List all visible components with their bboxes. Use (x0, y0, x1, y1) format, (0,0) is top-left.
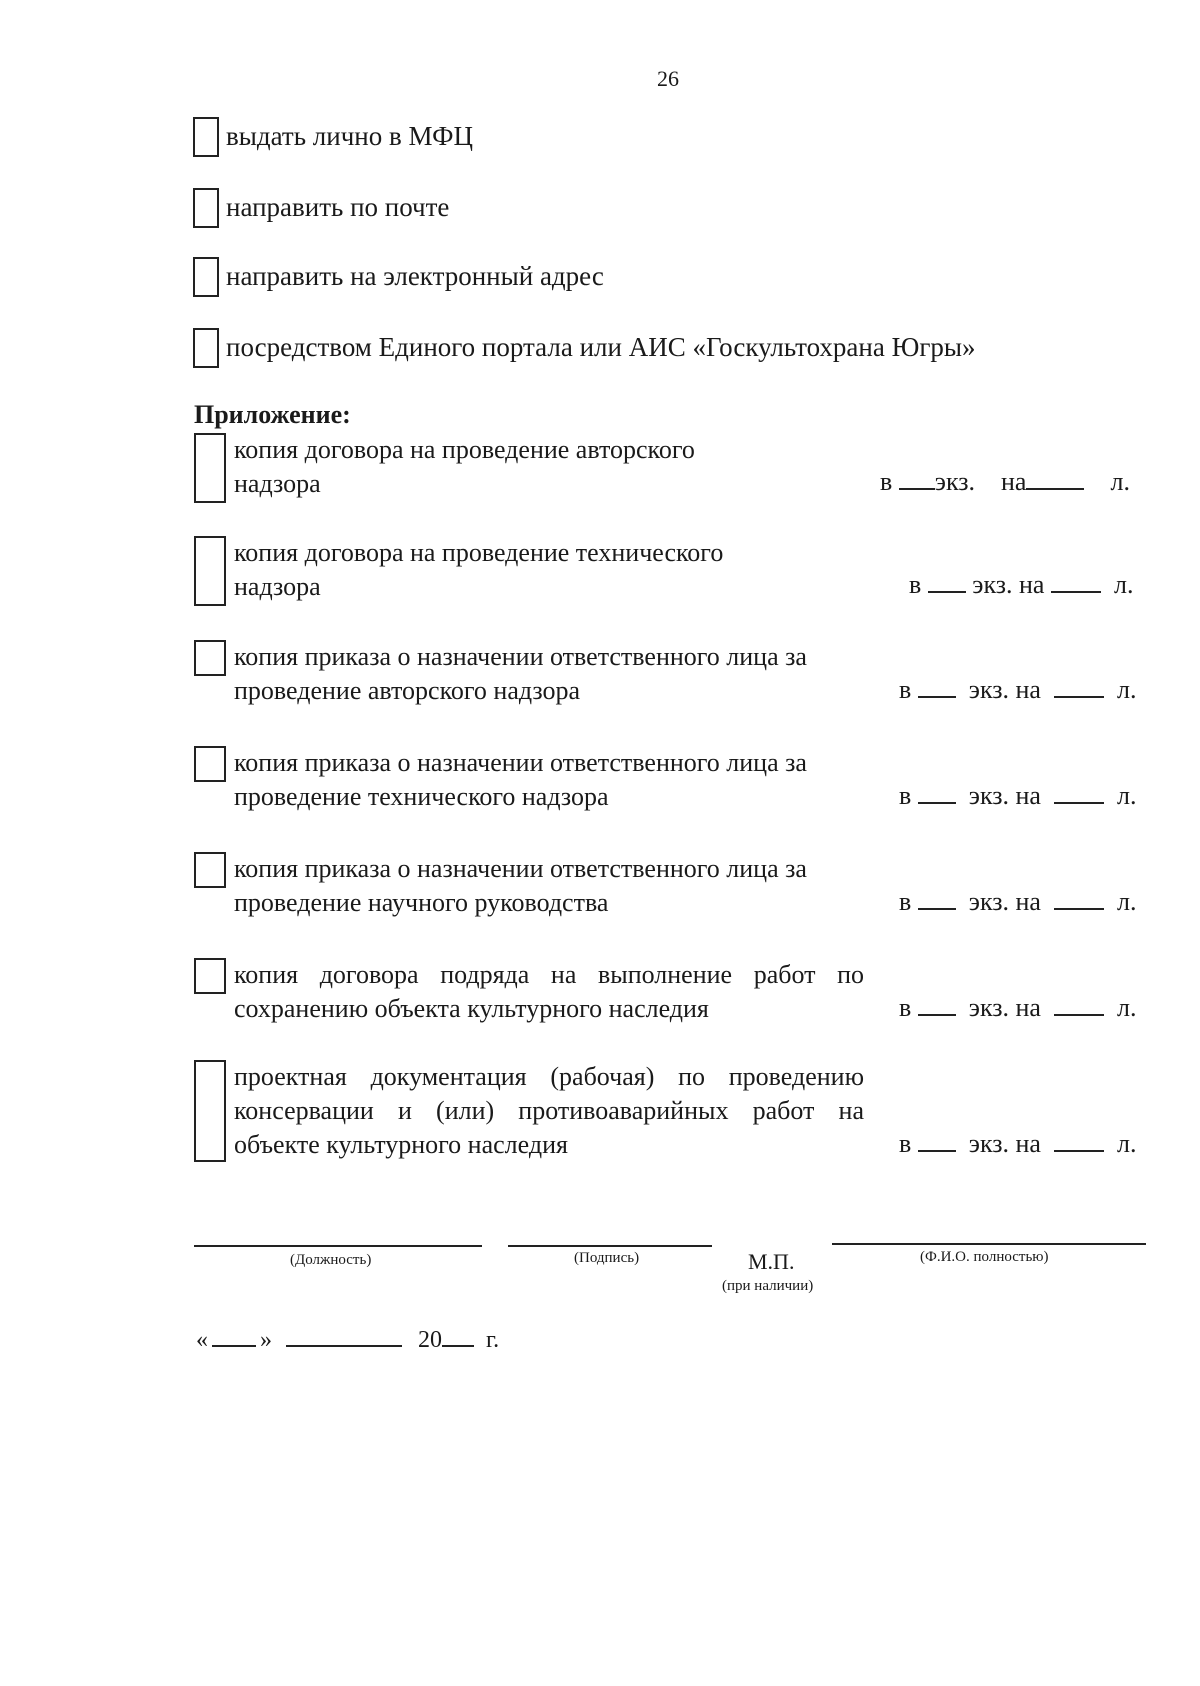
stamp-label: М.П. (748, 1249, 795, 1274)
in-label: в (909, 570, 922, 599)
copies-label: экз. (968, 675, 1009, 704)
open-quote: « (196, 1327, 208, 1353)
description-line: копия приказа о назначении ответственного лица за (234, 642, 807, 671)
quantity-field (899, 886, 1136, 917)
close-quote: » (260, 1327, 272, 1353)
description-line: проектная документация (рабочая) по проведению (234, 1062, 864, 1091)
on-label: на (1015, 781, 1041, 810)
sheets-blank[interactable] (1054, 992, 1104, 1016)
copies-label: экз. (968, 887, 1009, 916)
attachment-description (234, 433, 864, 501)
copies-label: экз. (968, 1129, 1009, 1158)
attachment-description (234, 958, 864, 1026)
copies-label: экз. (968, 781, 1009, 810)
copies-label: экз. (972, 570, 1013, 599)
description-line: копия договора подряда на выполнение работ по (234, 960, 864, 989)
checkbox[interactable] (194, 958, 226, 994)
delivery-option-label: посредством Единого портала или АИС «Госкультохрана Югры» (226, 332, 976, 362)
sheets-label: л. (1116, 887, 1137, 916)
year-prefix: 20 (418, 1327, 442, 1353)
position-line[interactable] (194, 1245, 482, 1247)
delivery-option-label: выдать лично в МФЦ (226, 121, 473, 151)
copies-blank[interactable] (899, 466, 935, 490)
copies-blank[interactable] (918, 886, 956, 910)
position-caption: (Должность) (290, 1252, 372, 1268)
sheets-label: л. (1110, 467, 1130, 496)
delivery-option-label: направить по почте (226, 192, 450, 222)
copies-label: экз. (968, 993, 1009, 1022)
in-label: в (899, 887, 912, 916)
copies-blank[interactable] (918, 674, 956, 698)
sheets-blank[interactable] (1054, 674, 1104, 698)
year-blank[interactable] (442, 1323, 474, 1347)
description-line: проведение технического надзора (234, 782, 609, 811)
sheets-label: л. (1116, 1129, 1137, 1158)
checkbox[interactable] (193, 117, 219, 157)
year-suffix: г. (486, 1327, 500, 1353)
day-blank[interactable] (212, 1323, 256, 1347)
attachment-description (234, 536, 864, 604)
signature-caption: (Подпись) (574, 1250, 640, 1266)
checkbox[interactable] (193, 328, 219, 368)
description-line: надзора (234, 469, 321, 498)
delivery-option[interactable] (193, 328, 1093, 370)
checkbox[interactable] (194, 433, 226, 503)
on-label: на (1015, 993, 1041, 1022)
quantity-field (899, 674, 1136, 705)
name-line[interactable] (832, 1243, 1146, 1245)
sheets-blank[interactable] (1051, 569, 1101, 593)
delivery-option[interactable] (193, 188, 1093, 230)
sheets-label: л. (1113, 570, 1134, 599)
signature-line[interactable] (508, 1245, 712, 1247)
in-label: в (880, 467, 893, 496)
delivery-option-label: направить на электронный адрес (226, 261, 604, 291)
copies-blank[interactable] (928, 569, 966, 593)
attachment-description (234, 1060, 864, 1162)
on-label: на (1015, 675, 1041, 704)
on-label: на (1015, 887, 1041, 916)
on-label: на (1019, 570, 1045, 599)
quantity-field (880, 466, 1130, 497)
quantity-field (899, 780, 1136, 811)
quantity-field (899, 1128, 1136, 1159)
copies-label: экз. (934, 467, 975, 496)
attachments-heading: Приложение: (194, 400, 351, 429)
sheets-blank[interactable] (1054, 886, 1104, 910)
date-line (196, 1323, 499, 1354)
description-line: копия договора на проведение авторского (234, 435, 695, 464)
checkbox[interactable] (194, 640, 226, 676)
attachment-description (234, 852, 864, 920)
quantity-field (909, 569, 1133, 600)
name-caption: (Ф.И.О. полностью) (920, 1249, 1049, 1265)
sheets-blank[interactable] (1026, 466, 1084, 490)
description-line: проведение научного руководства (234, 888, 609, 917)
description-line: консервации и (или) противоаварийных работ на (234, 1096, 864, 1125)
checkbox[interactable] (194, 1060, 226, 1162)
checkbox[interactable] (193, 257, 219, 297)
sheets-blank[interactable] (1054, 780, 1104, 804)
checkbox[interactable] (194, 536, 226, 606)
month-blank[interactable] (286, 1323, 402, 1347)
page-number: 26 (657, 66, 679, 91)
description-line: копия приказа о назначении ответственного лица за (234, 748, 807, 777)
on-label: на (1015, 1129, 1041, 1158)
on-label: на (1001, 467, 1027, 496)
checkbox[interactable] (194, 746, 226, 782)
copies-blank[interactable] (918, 1128, 956, 1152)
checkbox[interactable] (194, 852, 226, 888)
in-label: в (899, 1129, 912, 1158)
sheets-blank[interactable] (1054, 1128, 1104, 1152)
stamp-note: (при наличии) (722, 1278, 814, 1294)
delivery-option[interactable] (193, 257, 1093, 299)
description-line: объекте культурного наследия (234, 1130, 568, 1159)
sheets-label: л. (1116, 675, 1137, 704)
copies-blank[interactable] (918, 780, 956, 804)
attachment-description (234, 746, 864, 814)
description-line: проведение авторского надзора (234, 676, 581, 705)
description-line: надзора (234, 572, 321, 601)
in-label: в (899, 993, 912, 1022)
sheets-label: л. (1116, 781, 1137, 810)
description-line: копия приказа о назначении ответственного лица за (234, 854, 807, 883)
delivery-option[interactable] (193, 117, 1093, 159)
checkbox[interactable] (193, 188, 219, 228)
quantity-field (899, 992, 1136, 1023)
description-line: сохранению объекта культурного наследия (234, 994, 709, 1023)
sheets-label: л. (1116, 993, 1137, 1022)
in-label: в (899, 781, 912, 810)
copies-blank[interactable] (918, 992, 956, 1016)
description-line: копия договора на проведение технического (234, 538, 724, 567)
attachment-description (234, 640, 864, 708)
in-label: в (899, 675, 912, 704)
